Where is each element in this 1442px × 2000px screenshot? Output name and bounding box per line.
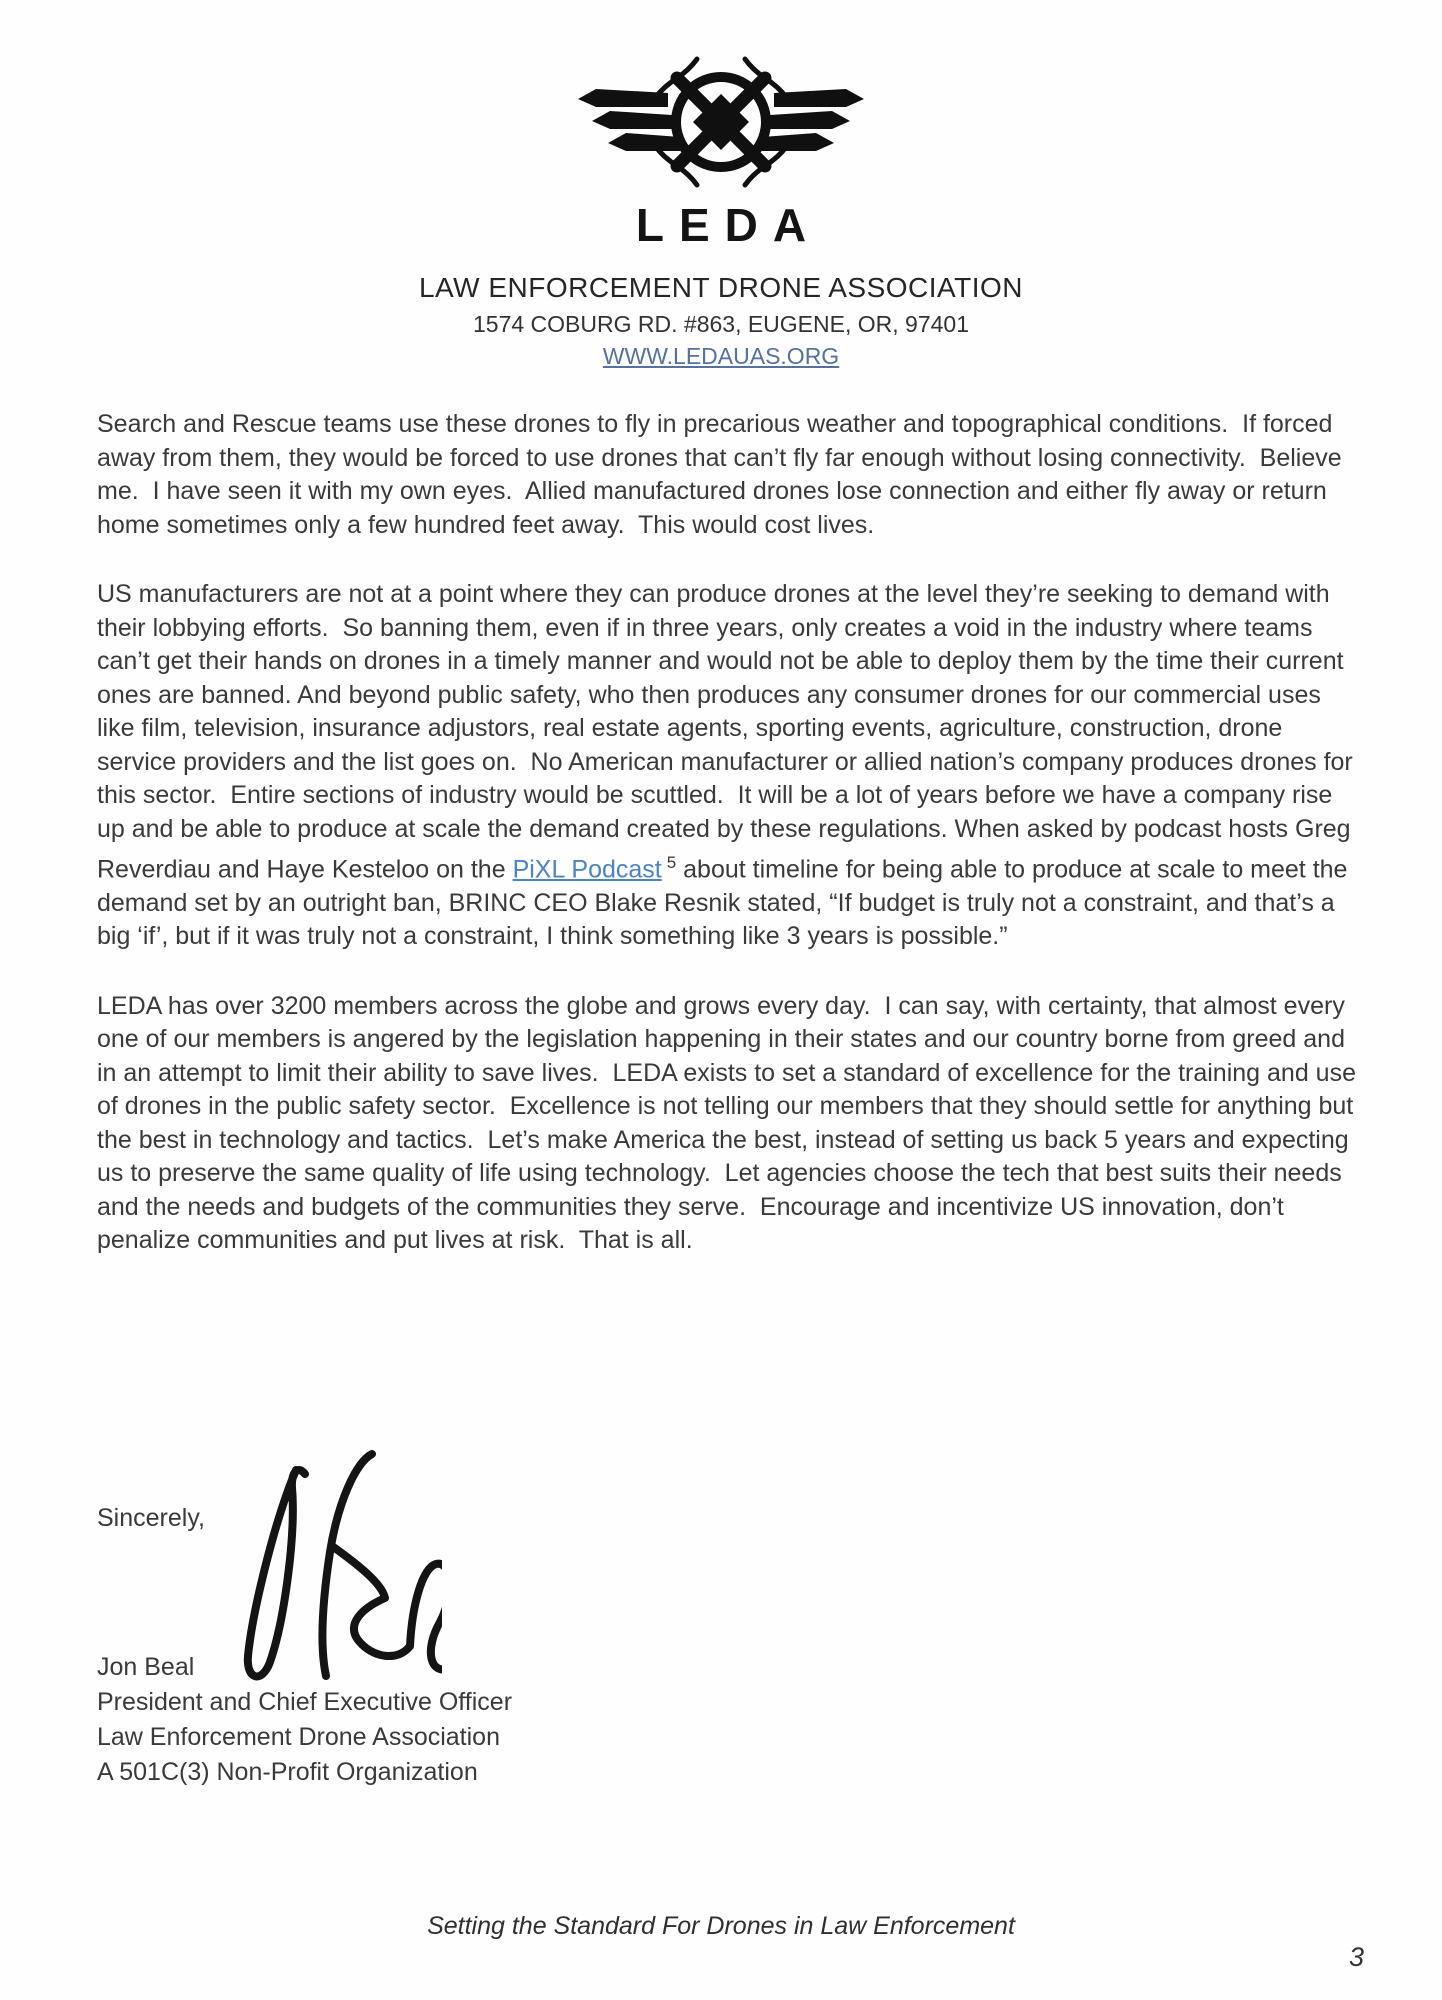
letter-body — [0, 370, 1442, 1258]
closing-salutation: Sincerely, — [97, 1504, 205, 1532]
organization-address: 1574 COBURG RD. #863, EUGENE, OR, 97401 — [473, 311, 969, 337]
page-number: 3 — [1348, 1942, 1364, 1972]
signer-org-type: A 501C(3) Non-Profit Organization — [97, 1758, 478, 1786]
website-link[interactable]: WWW.LEDAUAS.ORG — [602, 343, 840, 369]
signer-title: President and Chief Executive Officer — [97, 1688, 513, 1716]
signer-name: Jon Beal — [97, 1653, 195, 1681]
paragraph-2-text-before-link: US manufacturers are not at a point where they can produce drones at the level they’re seeking to demand with their lobbying efforts. So banning them, even if in three years, only creates a void in the industry where teams can’t get their hands on drones in a timely manner and would not be able to deploy them by the time their current ones are banned. And beyond public safety, who then produces any consumer drones for our commercial uses like film, television, insurance adjustors, real estate agents, sporting events, agriculture, construction, drone service providers and the list goes on. No American manufacturer or allied nation’s company produces drones for this sector. Entire sections of industry would be scuttled. It will be a lot of years before we have a company rise up and be able to produce at scale the demand created by these regulations. When asked by podcast hosts Greg Reverdiau and Haye Kesteloo on the — [97, 580, 1360, 884]
footer-tagline: Setting the Standard For Drones in Law Enforcement — [427, 1912, 1015, 1940]
signature-block — [97, 1650, 512, 1790]
body-paragraph-3: LEDA has over 3200 members across the globe and grows every day. I can say, with certainty, that almost every one of our members is angered by the legislation happening in their states and our country borne from greed and in an attempt to limit their ability to save lives. LEDA exists to set a standard of excellence for the training and use of drones in the public safety sector. Excellence is not telling our members that they should settle for anything but the best in technology and tactics. Let’s make America the best, instead of setting us back 5 years and expecting us to preserve the same quality of life using technology. Let agencies choose the tech that best suits their needs and the needs and budgets of the communities they serve. Encourage and incentivize US innovation, don’t penalize communities and put lives at risk. That is all. — [97, 991, 1363, 1255]
pixl-podcast-link[interactable]: PiXL Podcast — [512, 855, 662, 884]
letterhead — [0, 0, 1442, 370]
organization-name: LAW ENFORCEMENT DRONE ASSOCIATION — [418, 272, 1024, 303]
body-paragraph-2 — [97, 578, 1360, 954]
paragraph-2-text-after-link: about timeline for being able to produce at scale to meet the demand set by an outright ban, BRINC CEO Blake Resnik stated, “If budget is truly not a constraint, and that’s a big ‘if’, but if it was truly not a constraint, I think something like 3 years is possible.” — [97, 855, 1355, 951]
body-paragraph-1: Search and Rescue teams use these drones to fly in precarious weather and topographical conditions. If forced away from them, they would be forced to use drones that can’t fly far enough without losing connectivity. Believe me. I have seen it with my own eyes. Allied manufactured drones lose connection and either fly away or return home sometimes only a few hundred feet away. This would cost lives. — [97, 410, 1349, 539]
footnote-reference-5: 5 — [666, 853, 677, 872]
signer-organization: Law Enforcement Drone Association — [97, 1723, 500, 1751]
leda-drone-wings-logo-icon — [556, 48, 886, 198]
logo-wordmark: LEDA — [635, 199, 822, 251]
